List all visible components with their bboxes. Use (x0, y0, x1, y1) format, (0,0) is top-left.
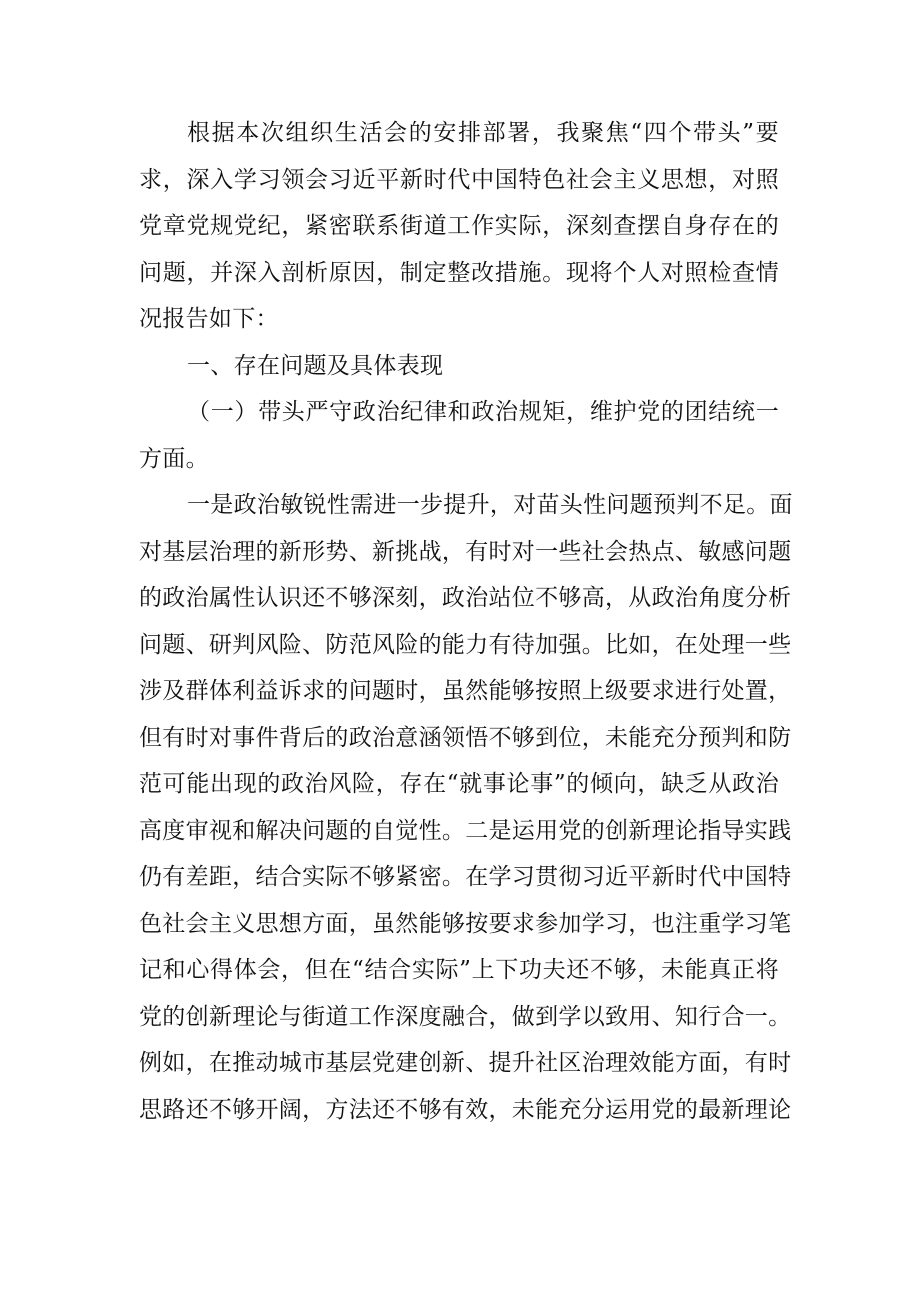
body-paragraph-line-14: 思路还不够开阔，方法还不够有效，未能充分运用党的最新理论 (139, 1096, 792, 1123)
body-paragraph-line-11: 记和心得体会，但在“结合实际”上下功夫还不够，未能真正将 (139, 957, 779, 983)
paragraph-intro-line-4: 问题，并深入剖析原因，制定整改措施。现将个人对照检查情 (139, 259, 779, 286)
body-paragraph-line-8: 高度审视和解决问题的自觉性。二是运用党的创新理论指导实践 (139, 817, 792, 844)
subsection-heading-line-2: 方面。 (139, 445, 209, 472)
body-paragraph-line-9: 仍有差距，结合实际不够紧密。在学习贯彻习近平新时代中国特 (139, 864, 792, 890)
document-page (139, 110, 793, 1133)
body-paragraph-line-3: 的政治属性认识还不够深刻，政治站位不够高，从政治角度分析 (139, 585, 792, 611)
section-heading: 一、存在问题及具体表现 (187, 352, 444, 379)
body-paragraph-line-10: 色社会主义思想方面，虽然能够按要求参加学习，也注重学习笔 (139, 910, 792, 937)
body-paragraph-line-2: 对基层治理的新形势、新挑战，有时对一些社会热点、敏感问题 (139, 538, 792, 565)
paragraph-intro-line-2: 求，深入学习领会习近平新时代中国特色社会主义思想，对照 (139, 166, 779, 193)
paragraph-intro-line-5: 况报告如下： (139, 306, 279, 332)
body-paragraph-line-5: 涉及群体利益诉求的问题时，虽然能够按照上级要求进行处置， (139, 678, 792, 704)
paragraph-intro-line-1: 根据本次组织生活会的安排部署，我聚焦“四个带头”要 (187, 120, 779, 146)
body-paragraph-line-7: 范可能出现的政治风险，存在“就事论事”的倾向，缺乏从政治 (139, 771, 779, 797)
body-paragraph-line-6: 但有时对事件背后的政治意涵领悟不够到位，未能充分预判和防 (139, 724, 792, 751)
body-paragraph-line-1: 一是政治敏锐性需进一步提升，对苗头性问题预判不足。面 (187, 492, 793, 518)
body-paragraph-line-12: 党的创新理论与街道工作深度融合，做到学以致用、知行合一。 (139, 1003, 792, 1030)
paragraph-intro-line-3: 党章党规党纪，紧密联系街道工作实际，深刻查摆自身存在的 (139, 213, 779, 239)
body-paragraph-line-13: 例如，在推动城市基层党建创新、提升社区治理效能方面，有时 (139, 1050, 792, 1076)
subsection-heading-line-1: （一）带头严守政治纪律和政治规矩，维护党的团结统一 (187, 399, 779, 425)
body-paragraph-line-4: 问题、研判风险、防范风险的能力有待加强。比如，在处理一些 (139, 631, 792, 658)
